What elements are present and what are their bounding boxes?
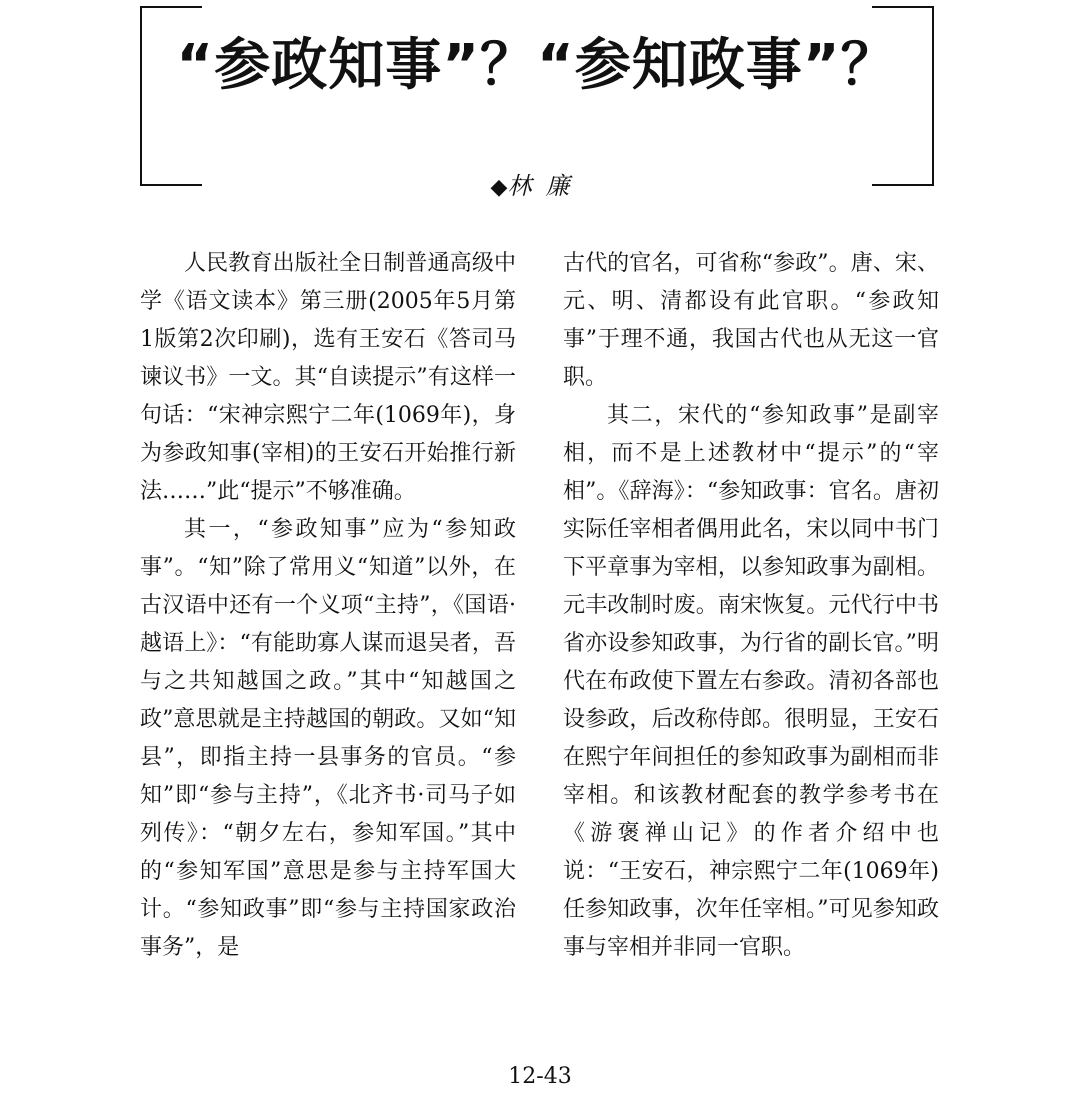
author-line bbox=[140, 166, 934, 201]
author-name: 林廉 bbox=[507, 172, 584, 200]
paragraph: 人民教育出版社全日制普通高级中学《语文读本》第三册(2005年5月第1版第2次印刷)，选有王安石《答司马谏议书》一文。其“自读提示”有这样一句话：“宋神宗熙宁二年(1069年)，身为参政知事(宰相)的王安石开始推行新法……”此“提示”不够准确。 bbox=[140, 251, 516, 504]
right-column bbox=[563, 245, 939, 967]
paragraph: 其二，宋代的“参知政事”是副宰相，而不是上述教材中“提示”的“宰相”。《辞海》：“参知政事：官名。唐初实际任宰相者偶用此名，宋以同中书门下平章事为宰相，以参知政事为副相。元丰改制时废。南宋恢复。元代行中书省亦设参知政事，为行省的副长官。”明代在布政使下置左右参政。清初各部也设参政，后改称侍郎。很明显，王安石在熙宁年间担任的参知政事为副相而非宰相。和该教材配套的教学参考书在《游褒禅山记》的作者介绍中也说：“王安石，神宗熙宁二年(1069年)任参知政事，次年任宰相。”可见参知政事与宰相并非同一官职。 bbox=[563, 403, 939, 960]
paragraph: 其一，“参政知事”应为“参知政事”。“知”除了常用义“知道”以外，在古汉语中还有一个义项“主持”，《国语·越语上》：“有能助寡人谋而退吴者，吾与之共知越国之政。”其中“知越国之政”意思就是主持越国的朝政。又如“知县”，即指主持一县事务的官员。“参知”即“参与主持”，《北齐书·司马子如列传》：“朝夕左右，参知军国。”其中的“参知军国”意思是参与主持军国大计。“参知政事”即“参与主持国家政治事务”，是 bbox=[140, 517, 516, 960]
left-column bbox=[140, 245, 516, 967]
title-frame bbox=[140, 6, 934, 200]
page-number: 12-43 bbox=[508, 1064, 572, 1089]
article-title: “参政知事”？“参知政事”？ bbox=[176, 33, 898, 98]
diamond-icon: ◆ bbox=[490, 175, 508, 200]
paragraph-continued: 古代的官名，可省称“参政”。唐、宋、元、明、清都设有此官职。“参政知事”于理不通，我国古代也从无这一官职。 bbox=[563, 251, 939, 390]
